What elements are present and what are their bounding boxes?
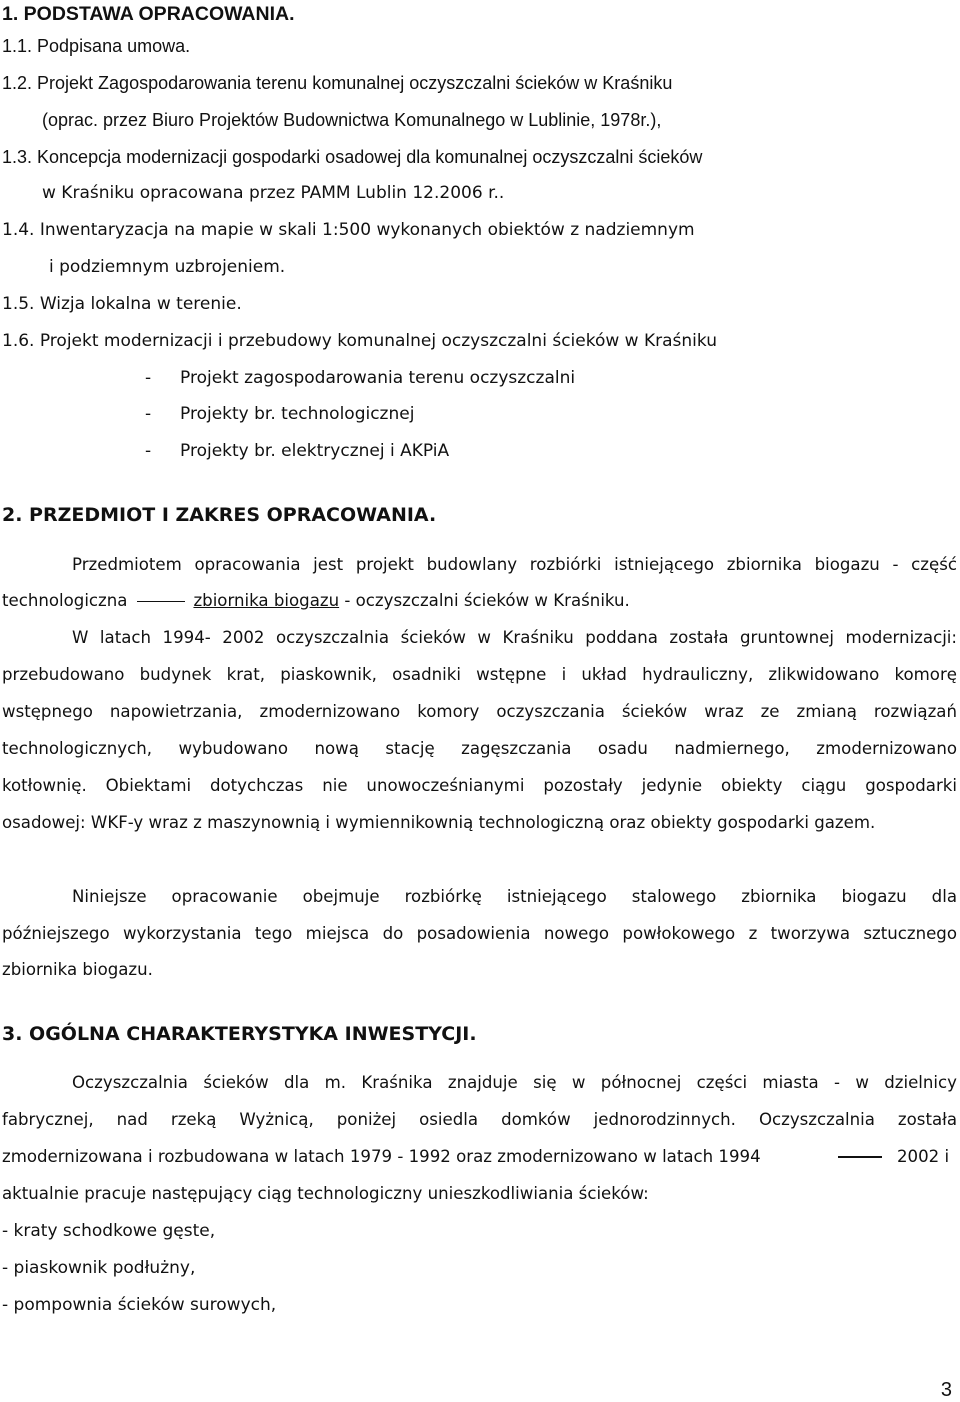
paragraph-line: W latach 1994- 2002 oczyszczalnia ścieków w Kraśniku poddana została gruntownej modernizacji: [72,628,957,647]
section-1-heading: 1. PODSTAWA OPRACOWANIA. [2,3,295,25]
list-item-1-4: 1.4. Inwentaryzacja na mapie w skali 1:500 wykonanych obiektów z nadziemnym [2,220,695,240]
paragraph-line: kotłownię. Obiektami dotychczas nie unowocześnianymi pozostały jedynie obiekty ciągu gospodarki [2,776,957,795]
paragraph-text: 2002 i [897,1147,950,1166]
section-3-heading: 3. OGÓLNA CHARAKTERYSTYKA INWESTYCJI. [2,1023,477,1045]
section-2-heading: 2. PRZEDMIOT I ZAKRES OPRACOWANIA. [2,504,437,526]
dash-line [137,601,185,603]
sub-item-dash: - [145,404,152,424]
list-item-1-2: 1.2. Projekt Zagospodarowania terenu komunalnej oczyszczalni ścieków w Kraśniku [2,73,673,93]
paragraph-line: Niniejsze opracowanie obejmuje rozbiórkę istniejącego stalowego zbiornika biogazu dla [72,887,957,906]
sub-item-dash: - [145,441,152,461]
underlined-text: zbiornika biogazu [193,591,340,610]
paragraph-line: osadowej: WKF-y wraz z maszynownią i wymiennikownią technologiczną oraz obiekty gospodarki gazem. [2,813,876,832]
paragraph-line: przebudowano budynek krat, piaskownik, osadniki wstępne i układ hydrauliczny, zlikwidowano komorę [2,665,957,684]
paragraph-text: - oczyszczalni ścieków w Kraśniku. [344,591,630,610]
paragraph-line: fabrycznej, nad rzeką Wyżnicą, poniżej osiedla domków jednorodzinnych. Oczyszczalnia została [2,1110,957,1129]
sub-item: Projekty br. technologicznej [180,404,415,424]
list-item-1-2-continuation: (oprac. przez Biuro Projektów Budownictwa Komunalnego w Lublinie, 1978r.), [42,110,662,130]
paragraph-line: technologicznych, wybudowano nową stację zagęszczania osadu nadmiernego, zmodernizowano [2,739,957,758]
list-item-1-6: 1.6. Projekt modernizacji i przebudowy komunalnej oczyszczalni ścieków w Kraśniku [2,331,717,351]
list-item-1-3: 1.3. Koncepcja modernizacji gospodarki osadowej dla komunalnej oczyszczalni ścieków [2,147,703,167]
paragraph-line [2,591,630,611]
paragraph-line: zbiornika biogazu. [2,960,153,979]
list-item-1-5: 1.5. Wizja lokalna w terenie. [2,294,242,314]
sub-item-dash: - [145,368,152,388]
list-item: - pompownia ścieków surowych, [2,1295,277,1315]
paragraph-line: późniejszego wykorzystania tego miejsca do posadowienia nowego powłokowego z tworzywa sztucznego [2,924,957,943]
list-item: - piaskownik podłużny, [2,1258,196,1278]
paragraph-line: aktualnie pracuje następujący ciąg technologiczny unieszkodliwiania ścieków: [2,1184,649,1203]
list-item: - kraty schodkowe gęste, [2,1221,216,1241]
paragraph-line: zmodernizowana i rozbudowana w latach 1979 - 1992 oraz zmodernizowano w latach 1994 [2,1147,761,1166]
sub-item: Projekt zagospodarowania terenu oczyszczalni [180,368,576,388]
paragraph-line: wstępnego napowietrzania, zmodernizowano komory oczyszczania ścieków wraz ze zmianą rozwiązań [2,702,957,721]
paragraph-line: Oczyszczalnia ścieków dla m. Kraśnika znajduje się w północnej części miasta - w dzielnicy [72,1073,957,1092]
list-item-1-4-continuation: i podziemnym uzbrojeniem. [49,257,286,277]
dash-line [838,1156,882,1158]
paragraph-line: Przedmiotem opracowania jest projekt budowlany rozbiórki istniejącego zbiornika biogazu - część [72,555,957,574]
list-item-1-1: 1.1. Podpisana umowa. [2,36,191,56]
list-item-1-3-continuation: w Kraśniku opracowana przez PAMM Lublin 12.2006 r.. [42,183,505,203]
paragraph-text: technologiczna [2,591,128,610]
sub-item: Projekty br. elektrycznej i AKPiA [180,441,450,461]
page-number: 3 [940,1379,952,1401]
